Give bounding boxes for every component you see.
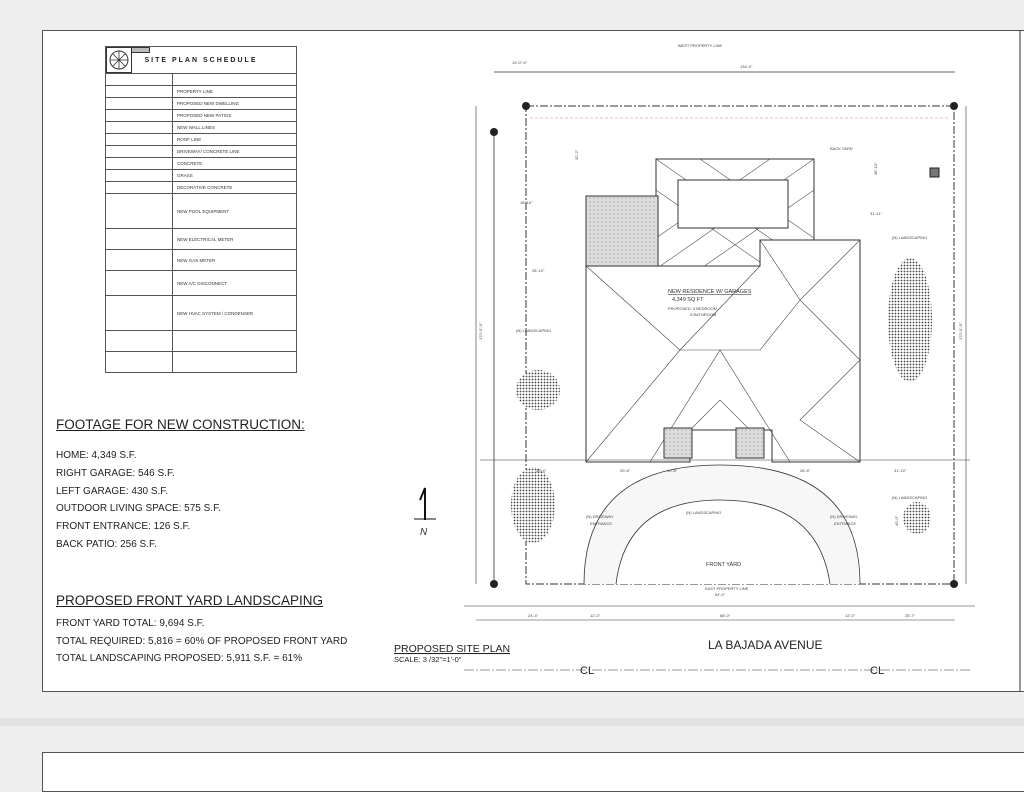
footage-heading: FOOTAGE FOR NEW CONSTRUCTION: xyxy=(56,417,305,432)
schedule-label: DRIVEWAY/ CONCRETE LINE xyxy=(173,146,297,158)
plan-title: PROPOSED SITE PLAN xyxy=(394,643,511,655)
dim-d6: 31'-10" xyxy=(894,468,907,473)
schedule-label: DECORATIVE CONCRETE xyxy=(173,182,297,194)
dim-d12: 12'-0" xyxy=(590,613,601,618)
residence-bathrooms: 5 BATHROOM xyxy=(690,312,717,317)
street-name: LA BAJADA AVENUE xyxy=(708,638,823,652)
schedule-label: NEW POOL EQUIPMENT xyxy=(173,194,297,229)
landscape-line: TOTAL LANDSCAPING PROPOSED: 5,911 S.F. = 61% xyxy=(56,653,303,664)
dim-d14: 12'-0" xyxy=(845,613,856,618)
schedule-label: NEW GAS METER xyxy=(173,250,297,271)
schedule-label: GRASS xyxy=(173,170,297,182)
landscaping-heading: PROPOSED FRONT YARD LANDSCAPING xyxy=(56,593,324,608)
schedule-label: CONCRETE xyxy=(173,158,297,170)
dim-top-left: 19'-0"-0" xyxy=(512,60,528,65)
dim-d5: 46'-10" xyxy=(873,162,878,175)
dim-d2: 18'-10" xyxy=(520,200,533,205)
schedule-label: NEW A/C DISCONNECT xyxy=(173,271,297,296)
driveway-right-label: (N) DRIVEWAY xyxy=(830,514,858,519)
dim-d7: 30'-4" xyxy=(536,468,547,473)
back-yard-label: BACK YARD xyxy=(830,146,853,151)
dim-d9: 10'-6" xyxy=(667,468,678,473)
landscaping-label-left: (N) LANDSCAPING xyxy=(516,328,552,333)
dim-d1: 32'-2" xyxy=(574,149,579,160)
pool xyxy=(678,180,788,228)
footage-line: OUTDOOR LIVING SPACE: 575 S.F. xyxy=(56,503,221,515)
landscaping-label-front: (N) LANDSCAPING xyxy=(686,510,722,515)
landscape-line: TOTAL REQUIRED: 5,816 = 60% OF PROPOSED FRONT YARD xyxy=(56,635,348,647)
dim-side-left: 170'-0"-0" xyxy=(478,322,483,340)
centerline-left: CL xyxy=(580,665,595,677)
footage-line: LEFT GARAGE: 430 S.F. xyxy=(56,485,169,497)
west-property-line-label: WEST PROPERTY LINE xyxy=(677,43,723,48)
landscape-line: FRONT YARD TOTAL: 9,694 S.F. xyxy=(56,618,205,629)
dim-d16: 64'-0" xyxy=(715,592,726,597)
landscaping-label-right: (N) LANDSCAPING xyxy=(892,235,928,240)
schedule-label: PROPOSED NEW DWELLING xyxy=(173,98,297,110)
dim-d11: 24'-4" xyxy=(528,613,539,618)
dim-side-right: 170'-0"-0" xyxy=(958,322,963,340)
footage-line: FRONT ENTRANCE: 126 S.F. xyxy=(56,521,191,533)
new-residence xyxy=(586,240,860,462)
schedule-label: NEW ELECTRICAL METER xyxy=(173,229,297,250)
dim-top: 134'-0" xyxy=(740,64,753,69)
dim-d10: 28'-8" xyxy=(800,468,811,473)
plan-scale: SCALE: 3 /32"=1'-0" xyxy=(394,655,462,664)
schedule-title: SITE PLAN SCHEDULE xyxy=(106,47,297,74)
dim-d17: 40'-0" xyxy=(894,515,899,526)
schedule-label: ROOF LINE xyxy=(173,134,297,146)
schedule-label: PROPOSED NEW PATIOS xyxy=(173,110,297,122)
schedule-label: PROPERTY LINE xyxy=(173,86,297,98)
residence-bedrooms: PROPOSED: 4 BEDROOM xyxy=(668,306,717,311)
north-arrow-icon xyxy=(414,488,436,538)
landscaping-label-front-right: (N) LANDSCAPING xyxy=(892,495,928,500)
dim-d13: 68'-0" xyxy=(720,613,731,618)
dim-d15: 25'-7" xyxy=(905,613,916,618)
dim-d8: 20'-6" xyxy=(620,468,631,473)
residence-area: 4,349 SQ FT xyxy=(672,297,704,303)
pool-equipment-icon xyxy=(930,168,939,177)
back-patio xyxy=(586,196,658,266)
residence-label: NEW RESIDENCE W/ GARAGES xyxy=(668,289,752,295)
schedule-label: NEW HVAC SYSTEM / CONDENSER xyxy=(173,296,297,331)
dim-d3: 28'-10" xyxy=(532,268,545,273)
footage-line: RIGHT GARAGE: 546 S.F. xyxy=(56,467,175,479)
footage-line: HOME: 4,349 S.F. xyxy=(56,450,137,461)
footage-line: BACK PATIO: 256 S.F. xyxy=(56,539,157,550)
front-yard-label: FRONT YARD xyxy=(706,562,742,568)
driveway-left-entrance: ENTRANCE xyxy=(590,521,613,526)
north-label: N xyxy=(420,527,428,538)
dim-d4: 31'-11" xyxy=(870,211,883,216)
driveway-right-entrance: ENTRANCE xyxy=(834,521,857,526)
schedule-label: NEW WALL LINES xyxy=(173,122,297,134)
centerline-right: CL xyxy=(870,665,885,677)
driveway-left-label: (N) DRIVEWAY xyxy=(586,514,614,519)
east-property-line-label: EAST PROPERTY LINE xyxy=(705,586,749,591)
